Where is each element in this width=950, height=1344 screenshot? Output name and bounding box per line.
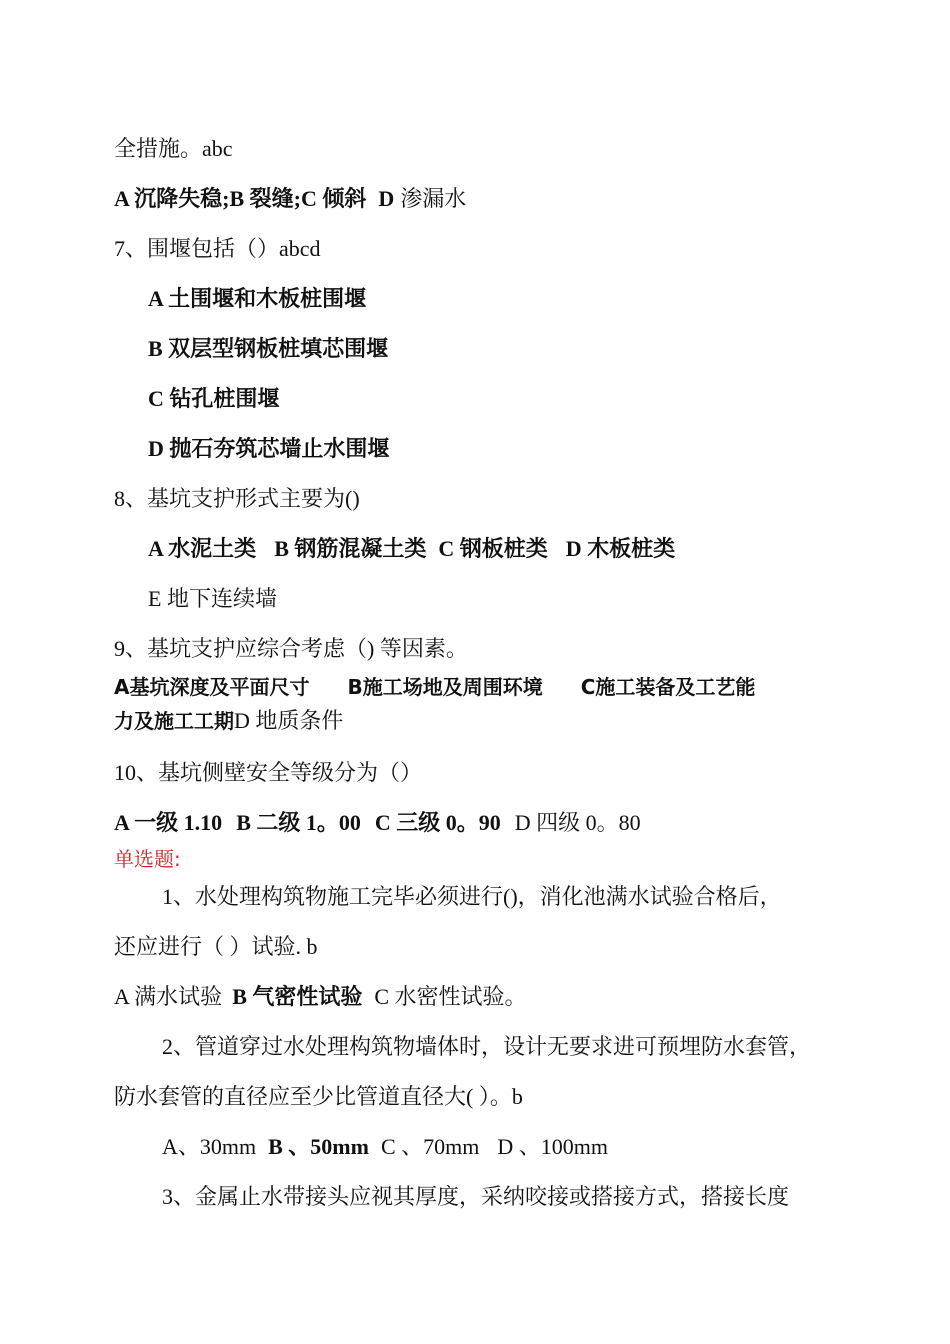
option-c: C 钢板桩类 <box>438 536 548 561</box>
option-b: B 气密性试验 <box>232 984 363 1009</box>
option-text: D 抛石夯筑芯墙止水围堰 <box>148 436 390 461</box>
question-text: 还应进行（ ）试验. b <box>114 934 318 959</box>
option-c: C 、70mm <box>380 1134 480 1159</box>
option-line <box>114 706 343 736</box>
question-text: 10、基坑侧壁安全等级分为（） <box>114 760 423 785</box>
option-d: D 、100mm <box>497 1134 608 1159</box>
option-a <box>148 284 366 314</box>
option-a: A 满水试验 <box>114 984 223 1009</box>
question-text: 1、水处理构筑物施工完毕必须进行()，消化池满水试验合格后， <box>162 884 782 909</box>
option-b: B 、50mm <box>268 1134 369 1159</box>
option-b <box>148 334 388 364</box>
question-text: 3、金属止水带接头应视其厚度，采纳咬接或搭接方式，搭接长度 <box>162 1184 790 1209</box>
option-b: B 二级 1。00 <box>236 810 361 835</box>
option-line <box>114 672 755 702</box>
option-c: C 水密性试验。 <box>374 984 527 1009</box>
question-1-continued <box>114 932 318 962</box>
question-text: 防水套管的直径应至少比管道直径大( ）。b <box>114 1084 523 1109</box>
question-9 <box>114 634 468 664</box>
option-d-text: 渗漏水 <box>400 186 467 211</box>
question-8 <box>114 484 360 514</box>
option-d: D 地质条件 <box>234 708 344 733</box>
option-c: C 三级 0。90 <box>374 810 501 835</box>
option-c: C施工装备及工艺能 <box>580 675 756 699</box>
option-b: B 钢筋混凝土类 <box>274 536 427 561</box>
option-abc: A 沉降失稳;B 裂缝;C 倾斜 <box>114 186 367 211</box>
option-text: C 钻孔桩围堰 <box>148 386 280 411</box>
question-text: 8、基坑支护形式主要为() <box>114 486 360 511</box>
option-d-letter: D <box>378 186 395 211</box>
option-a: A 一级 1.10 <box>114 810 223 835</box>
section-heading <box>114 844 181 874</box>
question-3 <box>162 1182 789 1212</box>
section-heading-text: 单选题: <box>114 847 181 871</box>
option-line <box>114 184 466 214</box>
text-fragment: 全措施。abc <box>114 136 233 161</box>
question-7 <box>114 234 321 264</box>
question-2-continued <box>114 1082 523 1112</box>
option-line <box>114 808 641 838</box>
option-line <box>148 534 675 564</box>
question-1 <box>162 882 782 912</box>
option-d: D 四级 0。80 <box>514 810 641 835</box>
question-10 <box>114 758 422 788</box>
question-2 <box>162 1032 811 1062</box>
option-text: A 土围堰和木板桩围堰 <box>148 286 367 311</box>
question-text: 9、基坑支护应综合考虑（) 等因素。 <box>114 636 468 661</box>
option-line <box>114 982 527 1012</box>
option-line <box>162 1132 608 1162</box>
option-a: A 水泥土类 <box>148 536 257 561</box>
option-d: D 木板桩类 <box>565 536 676 561</box>
option-c <box>148 384 279 414</box>
option-c-continued: 力及施工工期 <box>114 709 234 733</box>
question-text: 7、围堰包括（）abcd <box>114 236 321 261</box>
text-line <box>114 134 233 164</box>
option-e <box>148 584 277 614</box>
option-text: B 双层型钢板桩填芯围堰 <box>148 336 389 361</box>
option-text: E 地下连续墙 <box>148 586 277 611</box>
option-a: A基坑深度及平面尺寸 <box>114 675 310 699</box>
option-b: B施工场地及周围环境 <box>347 675 543 699</box>
option-d <box>148 434 389 464</box>
question-text: 2、管道穿过水处理构筑物墙体时，设计无要求进可预埋防水套管， <box>162 1034 812 1059</box>
option-a: A、30mm <box>162 1134 257 1159</box>
